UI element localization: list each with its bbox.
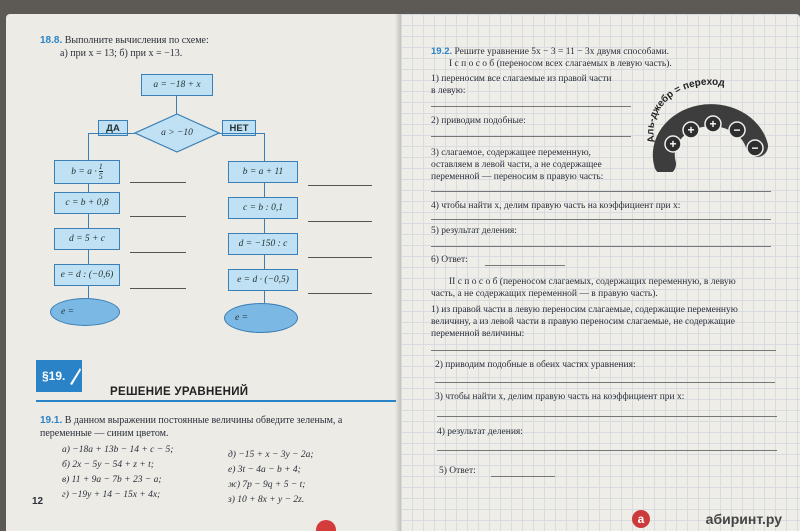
fraction-denominator: 5 (98, 172, 103, 181)
method-2-title-b: часть, а не содержащих переменной — в правую часть). (431, 289, 658, 299)
connector (264, 255, 265, 269)
answer-line (431, 219, 771, 220)
svg-text:−: − (751, 141, 759, 155)
svg-text:+: + (669, 137, 677, 151)
answer-line (308, 293, 372, 294)
m1-step-5: 5) результат деления: (431, 226, 517, 236)
connector (88, 286, 89, 298)
connector (264, 291, 265, 303)
pencil-icon (68, 366, 82, 386)
exercise-number: 19.2. (431, 46, 453, 57)
answer-line (130, 182, 186, 183)
exercise-text-cont: переменные — синим цветом. (40, 428, 169, 439)
answer-line (308, 221, 372, 222)
answer-line (431, 350, 776, 351)
section-badge (36, 360, 82, 392)
m2-step-4: 4) результат деления: (437, 427, 523, 437)
m1-step-3a: 3) слагаемое, содержащее переменную, (431, 148, 591, 158)
expression-item: з) 10 + 8x + y − 2z. (228, 495, 305, 505)
exercise-text: Решите уравнение 5x − 3 = 11 − 3x двумя способами. (454, 47, 670, 57)
watermark-logo-icon: a (632, 510, 650, 528)
exercise-19-1 (40, 414, 390, 427)
flow-no-step-2: c = b : 0,1 (228, 197, 298, 219)
answer-line (437, 450, 777, 451)
flow-yes-step-1 (54, 160, 120, 184)
m1-step-2: 2) приводим подобные: (431, 116, 526, 126)
exercise-18-8-header (40, 34, 209, 47)
flow-no-step-1: b = a + 11 (228, 161, 298, 183)
connector (264, 183, 265, 197)
step-text: b = a · (71, 167, 97, 177)
svg-text:+: + (709, 117, 717, 131)
left-page (6, 14, 401, 531)
m2-step-1c: переменной величины: (431, 329, 525, 339)
watermark-text: абиринт.ру (705, 511, 782, 527)
flow-yes-step-2: c = b + 0,8 (54, 192, 120, 214)
plus-icon (665, 136, 681, 152)
exercise-19-2-header (431, 46, 669, 58)
answer-line (437, 416, 777, 417)
minus-icon (729, 122, 745, 138)
answer-line (491, 476, 555, 477)
exercise-number: 18.8. (40, 35, 63, 46)
expression-item: е) 3t − 4a − b + 4; (228, 465, 301, 475)
answer-line (431, 136, 631, 137)
m1-step-6: 6) Ответ: (431, 255, 468, 265)
answer-line (485, 265, 565, 266)
expressions-column-2 (228, 448, 314, 508)
answer-line (308, 257, 372, 258)
flow-condition-text: a > −10 (161, 128, 193, 138)
flow-no-step-3: d = −150 : c (228, 233, 298, 255)
answer-line (431, 106, 631, 107)
expression-item: г) −19y + 14 − 15x + 4x; (62, 490, 161, 500)
connector (88, 133, 135, 134)
expression-item: ж) 7p − 9q + 5 − t; (228, 480, 306, 490)
flow-no-step-4: e = d · (−0,5) (228, 269, 298, 291)
section-number: §19. (42, 369, 66, 383)
m2-step-2: 2) приводим подобные в обеих частях уравнения: (435, 360, 636, 370)
exercise-cases: а) при x = 13; б) при x = −13. (60, 48, 183, 59)
svg-text:−: − (733, 123, 741, 137)
connector (88, 133, 89, 161)
fraction (99, 163, 103, 181)
m1-step-3c: переменной — переносим в правую часть: (431, 172, 604, 182)
connector (264, 219, 265, 233)
expression-item: д) −15 + x − 3y − 2a; (228, 450, 314, 460)
expression-item: б) 2x − 5y − 54 + z + t; (62, 460, 154, 470)
m1-step-1a: 1) переносим все слагаемые из правой части (431, 74, 612, 84)
connector (88, 184, 89, 192)
connector (264, 133, 265, 161)
method-2-title-a: II с п о с о б (переносом слагаемых, содержащих переменную, в левую (449, 277, 736, 287)
answer-line (130, 216, 186, 217)
plus-icon (683, 122, 699, 138)
connector (88, 214, 89, 228)
exercise-number: 19.1. (40, 415, 63, 426)
expression-item: а) −18a + 13b − 14 + c − 5; (62, 445, 174, 455)
connector (219, 133, 264, 134)
m2-step-1a: 1) из правой части в левую переносим слагаемые, содержащие переменную (431, 305, 738, 315)
section-rule (36, 400, 396, 402)
m1-step-3b: оставляем в левой части, а не содержащее (431, 160, 602, 170)
expression-item: в) 11 + 9a − 7b + 23 − a; (62, 475, 162, 485)
answer-line (130, 252, 186, 253)
fraction-numerator: 1 (98, 162, 103, 171)
flow-yes-result-oval: e = (50, 298, 120, 326)
flow-no-result-oval: e = (224, 303, 298, 333)
expressions-column-1 (62, 443, 173, 503)
plus-icon (705, 116, 721, 132)
answer-line (130, 288, 186, 289)
answer-line (431, 191, 771, 192)
flow-yes-tag: ДА (98, 120, 128, 136)
minus-icon (747, 140, 763, 156)
flow-start-box: a = −18 + x (141, 74, 213, 96)
exercise-text: Выполните вычисления по схеме: (64, 35, 209, 46)
right-page (401, 14, 800, 531)
section-title: РЕШЕНИЕ УРАВНЕНИЙ (110, 386, 249, 398)
answer-line (431, 246, 771, 247)
badge-arc-text: Аль-джебр = переход (645, 76, 726, 144)
answer-line (435, 382, 775, 383)
m2-step-5: 5) Ответ: (439, 466, 476, 476)
svg-text:+: + (687, 123, 695, 137)
connector (88, 250, 89, 264)
al-jabr-badge (639, 72, 779, 172)
flow-no-tag: НЕТ (222, 120, 256, 136)
connector (176, 96, 177, 114)
m1-step-1b: в левую: (431, 86, 466, 96)
method-1-title: I с п о с о б (переносом всех слагаемых в левую часть). (449, 59, 672, 69)
answer-line (308, 185, 372, 186)
flow-yes-step-3: d = 5 + c (54, 228, 120, 250)
flow-yes-step-4: e = d : (−0,6) (54, 264, 120, 286)
m2-step-3: 3) чтобы найти x, делим правую часть на коэффициент при x: (435, 392, 685, 402)
m1-step-4: 4) чтобы найти x, делим правую часть на коэффициент при x: (431, 201, 681, 211)
exercise-text: В данном выражении постоянные величины обведите зеленым, а (64, 415, 343, 426)
page-number: 12 (32, 496, 44, 507)
m2-step-1b: величину, а из левой части в правую переносим слагаемые, не содержащие (431, 317, 735, 327)
